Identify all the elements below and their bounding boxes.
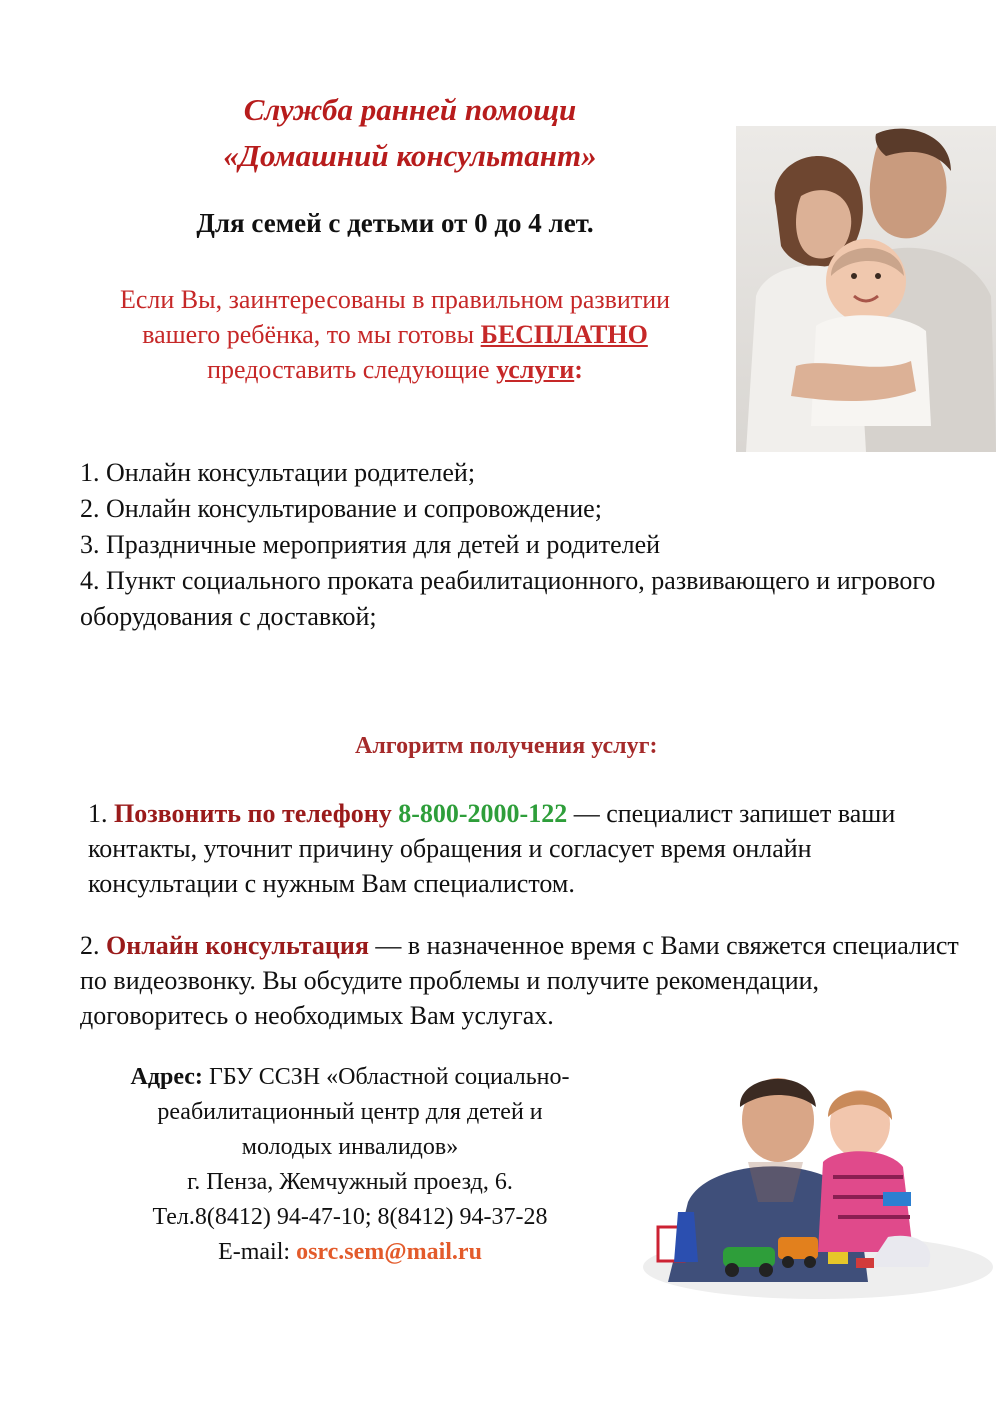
step-1-action: Позвонить по телефону — [114, 799, 392, 828]
address-street: г. Пенза, Жемчужный проезд, 6. — [187, 1169, 513, 1195]
step-2-text: — в назначенное время с Вами свяжется специалист по видеозвонку. Вы обсудите проблемы и получите рекомендации, договоритесь о необходимых Вам услугах. — [80, 931, 959, 1030]
address-org — [70, 1060, 630, 1165]
phone-number[interactable]: 8-800-2000-122 — [398, 799, 568, 828]
step-1-number: 1. — [88, 799, 114, 828]
intro-line-3-prefix: предоставить следующие — [207, 355, 497, 384]
address-label: Адрес: — [130, 1064, 203, 1090]
step-2-number: 2. — [80, 931, 106, 960]
intro-colon: : — [574, 355, 583, 384]
intro-line-3 — [50, 352, 740, 387]
intro-line-2 — [50, 317, 740, 352]
address-block — [70, 1060, 630, 1270]
service-item-4: 4. Пункт социального проката реабилитационного, развивающего и игрового оборудования с доставкой; — [80, 566, 936, 631]
father-child-photo-drawing — [628, 1052, 996, 1300]
address-email-line — [70, 1235, 630, 1270]
free-word: БЕСПЛАТНО — [480, 320, 648, 349]
service-item-2: 2. Онлайн консультирование и сопровождение; — [80, 494, 602, 523]
family-photo — [736, 126, 996, 452]
step-2-action: Онлайн консультация — [106, 931, 369, 960]
step-1 — [88, 796, 968, 901]
services-list — [80, 455, 980, 635]
intro-line-2-prefix: вашего ребёнка, то мы готовы — [142, 320, 481, 349]
family-photo-drawing — [736, 126, 996, 452]
address-org-text: ГБУ ССЗН «Областной социально-реабилитационный центр для детей и молодых инвалидов» — [157, 1064, 570, 1160]
title-line-1: Служба ранней помощи — [243, 92, 577, 127]
address-phones: Тел.8(8412) 94-47-10; 8(8412) 94-37-28 — [152, 1204, 548, 1230]
title-line-2: «Домашний консультант» — [223, 138, 597, 173]
services-word: услуги — [496, 355, 575, 384]
email-link[interactable]: osrc.sem@mail.ru — [296, 1239, 482, 1265]
father-child-photo — [628, 1052, 996, 1300]
email-label: E-mail: — [218, 1239, 297, 1265]
subtitle: Для семей с детьми от 0 до 4 лет. — [196, 208, 594, 238]
step-1-text: — специалист запишет ваши контакты, уточнит причину обращения и согласует время онлайн консультации с нужным Вам специалистом. — [88, 799, 896, 898]
intro-line-1: Если Вы, заинтересованы в правильном развитии — [119, 285, 671, 314]
service-item-1: 1. Онлайн консультации родителей; — [80, 458, 476, 487]
service-item-3: 3. Праздничные мероприятия для детей и родителей — [80, 530, 661, 559]
step-2 — [80, 928, 970, 1033]
intro-text — [50, 282, 740, 387]
algorithm-title: Алгоритм получения услуг: — [355, 733, 658, 759]
